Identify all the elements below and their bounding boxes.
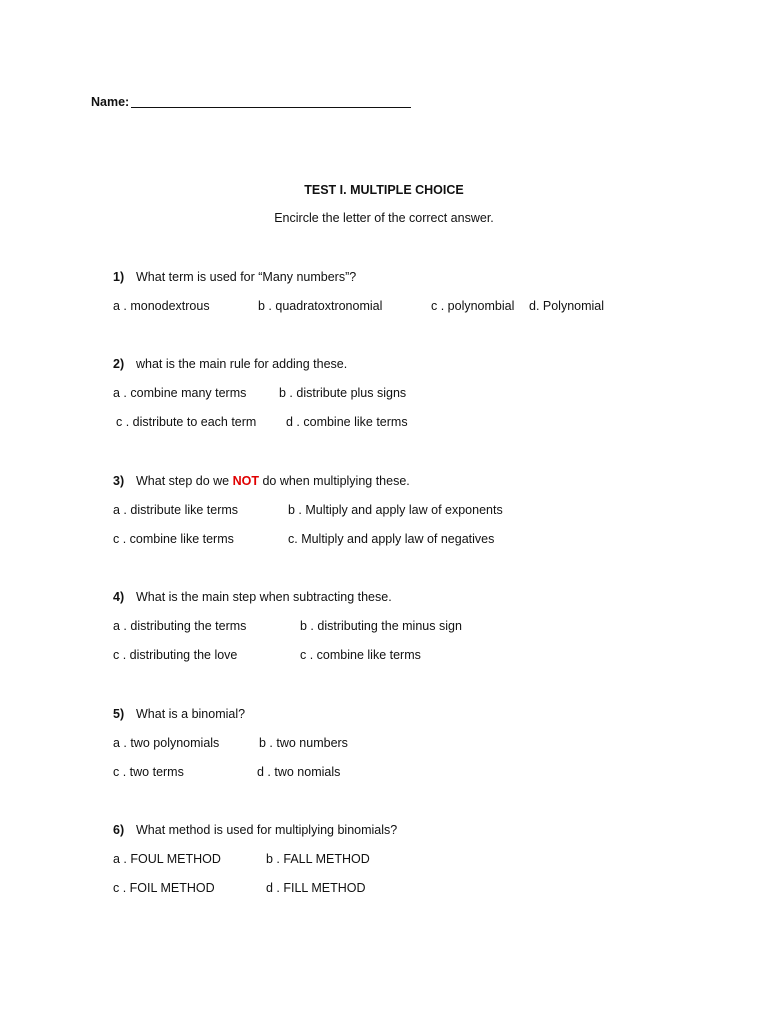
question-2-number: 2) [113, 357, 125, 371]
question-5-choice-a: a . two polynomials [113, 736, 220, 750]
question-3-text-before: What step do we [136, 474, 233, 488]
question-3-number: 3) [113, 474, 125, 488]
question-1-choice-c: c . polynombial [431, 299, 515, 313]
name-label: Name: [91, 95, 130, 109]
question-5-number: 5) [113, 707, 125, 721]
question-4-choice-b: b . distributing the minus sign [300, 619, 462, 633]
question-6-choice-c: c . FOIL METHOD [113, 881, 215, 895]
question-3-emphasis: NOT [232, 474, 259, 488]
question-5-choice-b: b . two numbers [259, 736, 348, 750]
question-4-choice-d: c . combine like terms [300, 648, 421, 662]
question-6-text: What method is used for multiplying binomials? [136, 823, 398, 837]
question-5-choice-c: c . two terms [113, 765, 184, 779]
question-4-text: What is the main step when subtracting these. [136, 590, 392, 604]
name-blank-line [131, 107, 411, 108]
question-6-number: 6) [113, 823, 125, 837]
question-3-choice-c: c . combine like terms [113, 532, 234, 546]
question-4-number: 4) [113, 590, 125, 604]
question-2-choice-b: b . distribute plus signs [279, 386, 407, 400]
question-1-number: 1) [113, 270, 125, 284]
question-6-choice-d: d . FILL METHOD [266, 881, 366, 895]
question-1-text: What term is used for “Many numbers”? [136, 270, 357, 284]
question-1-choice-d: d. Polynomial [529, 299, 605, 313]
question-2-choice-a: a . combine many terms [113, 386, 247, 400]
question-6-choice-a: a . FOUL METHOD [113, 852, 221, 866]
question-6-choice-b: b . FALL METHOD [266, 852, 370, 866]
question-5-choice-d: d . two nomials [257, 765, 341, 779]
question-3-choice-d: c. Multiply and apply law of negatives [288, 532, 495, 546]
question-1-choice-a: a . monodextrous [113, 299, 210, 313]
question-3-choice-a: a . distribute like terms [113, 503, 239, 517]
instructions: Encircle the letter of the correct answer. [274, 211, 494, 225]
question-2-text: what is the main rule for adding these. [136, 357, 348, 371]
question-3-choice-b: b . Multiply and apply law of exponents [288, 503, 503, 517]
question-2-choice-d: d . combine like terms [286, 415, 408, 429]
question-4-choice-c: c . distributing the love [113, 648, 238, 662]
question-1-choice-b: b . quadratoxtronomial [258, 299, 383, 313]
question-3-text [136, 473, 410, 489]
question-5-text: What is a binomial? [136, 707, 246, 721]
question-3-text-after: do when multiplying these. [258, 474, 410, 488]
test-title: TEST I. MULTIPLE CHOICE [304, 183, 464, 197]
question-4-choice-a: a . distributing the terms [113, 619, 247, 633]
question-2-choice-c: c . distribute to each term [116, 415, 257, 429]
